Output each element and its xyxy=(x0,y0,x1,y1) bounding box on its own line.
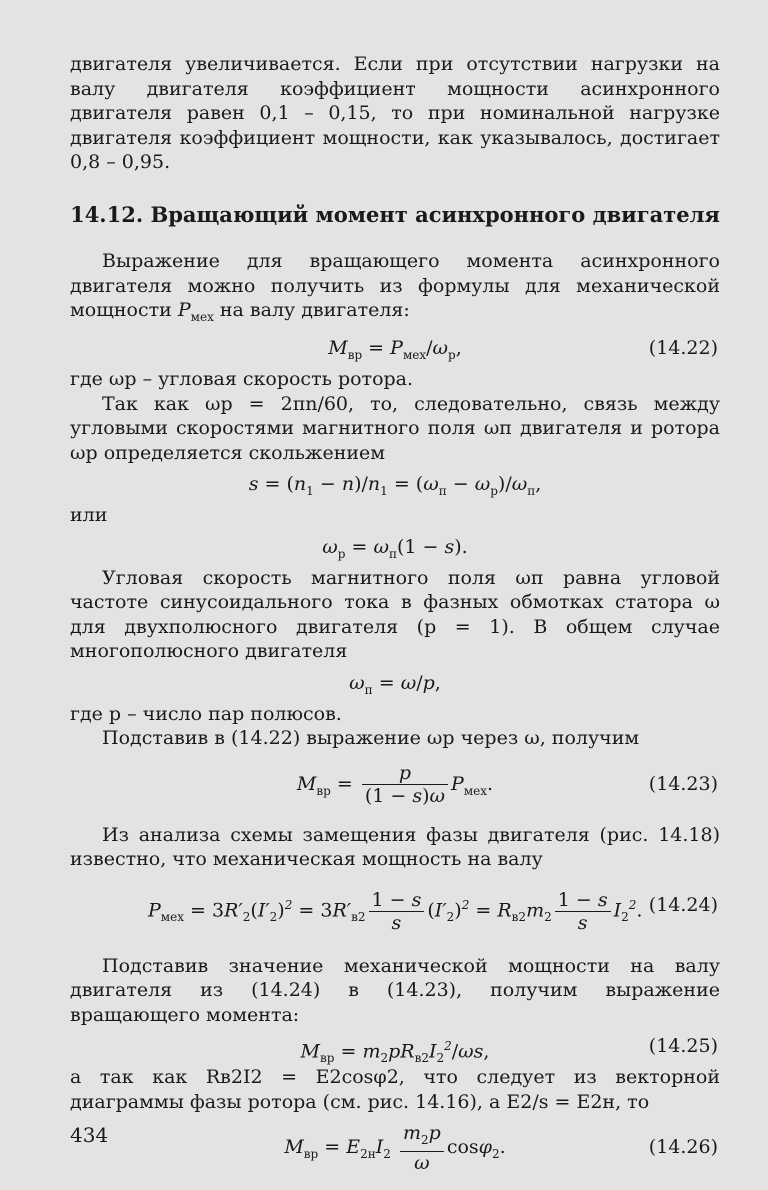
intro-text-2: на валу двигателя: xyxy=(213,299,410,321)
paragraph-top: двигателя увеличивается. Если при отсутствии нагрузки на валу двигателя коэффициент мощности асинхронного двигателя равен 0,1 – 0,15, то при номинальной нагрузке двигателя коэффициент мощности, как указывалось, достигает 0,8 – 0,95. xyxy=(70,53,720,173)
equation-number: (14.25) xyxy=(648,1035,718,1058)
equation-number: (14.26) xyxy=(648,1136,718,1159)
equation-number: (14.24) xyxy=(648,893,718,916)
equation-14-23: $M_{вр}$ = $\frac{p}{(1 - s)\omega}$ $P_{мех}$. (14.23) xyxy=(70,753,720,815)
equation-14-26: $M_{вр} = E_{2н}I_2$ $\frac{m_2p}{\omega}$ cosφ$_2$. (14.26) xyxy=(70,1116,720,1178)
paragraph-since: Так как ωр = 2πn/60, то, следовательно, связь между угловыми скоростями магнитного поля ωп двигателя и ротора ωр определяется скольжением xyxy=(70,392,720,464)
paragraph-angular: Угловая скорость магнитного поля ωп равна угловой частоте синусоидального тока в фазных обмотках статора ω для двухполюсного двигателя (p = 1). В общем случае многополюсного двигателя xyxy=(70,566,720,663)
paragraph-where-p: где p – число пар полюсов. xyxy=(70,702,342,725)
equation-number: (14.22) xyxy=(648,337,718,360)
paragraph-substitute-2: Подставив значение механической мощности на валу двигателя из (14.24) в (14.23), получим выражение вращающего момента: xyxy=(70,954,720,1026)
section-title: 14.12. Вращающий момент асинхронного двигателя xyxy=(70,201,720,227)
page-number: 434 xyxy=(70,1123,109,1147)
equation-field-speed: $\omega_п = \omega/p$, xyxy=(349,671,441,697)
equation-14-22: $M_{вр} = P_{мех}/\omega_р$, (14.22) xyxy=(70,331,720,365)
equation-14-24: $P_{мех} = 3R'_2(I'_2)^2 = 3R'_{в2}$ $\frac{1 - s}{s}$ $(I'_2)^2 = R_{в2}m_2$ $\frac{1 - s}{s}$ $I_2^2$. (14.24) xyxy=(70,874,720,936)
paragraph-and-since: а так как Rв2I2 = E2cosφ2, что следует из векторной диаграммы фазы ротора (см. рис. 14.16), а E2/s = E2н, то xyxy=(70,1066,720,1113)
paragraph-substitute-1: Подставив в (14.22) выражение ωр через ω, получим xyxy=(102,727,640,750)
intro-text-1: Выражение для вращающего момента асинхронного двигателя можно получить из формулы для механической мощности xyxy=(70,250,720,321)
paragraph-intro: Выражение для вращающего момента асинхронного двигателя можно получить из формулы для механической мощности $P_{мех}$ на валу двигателя: xyxy=(70,250,720,324)
paragraph-where-omega: где ωр – угловая скорость ротора. xyxy=(70,368,414,391)
equation-number: (14.23) xyxy=(648,772,718,795)
paragraph-or: или xyxy=(70,504,108,527)
text-column xyxy=(70,52,720,1180)
equation-slip: $s = (n_1 - n)/n_1 = (\omega_п - \omega_р)/\omega_п$, xyxy=(248,473,542,499)
equation-14-25: $M_{вр} = m_2pR_{в2}I_2^2/\omega s$, (14.25) xyxy=(70,1029,720,1063)
paragraph-analysis: Из анализа схемы замещения фазы двигателя (рис. 14.18) известно, что механическая мощность на валу xyxy=(70,823,720,871)
equation-rotor-speed: $\omega_р = \omega_п(1 - s)$. xyxy=(322,535,468,561)
